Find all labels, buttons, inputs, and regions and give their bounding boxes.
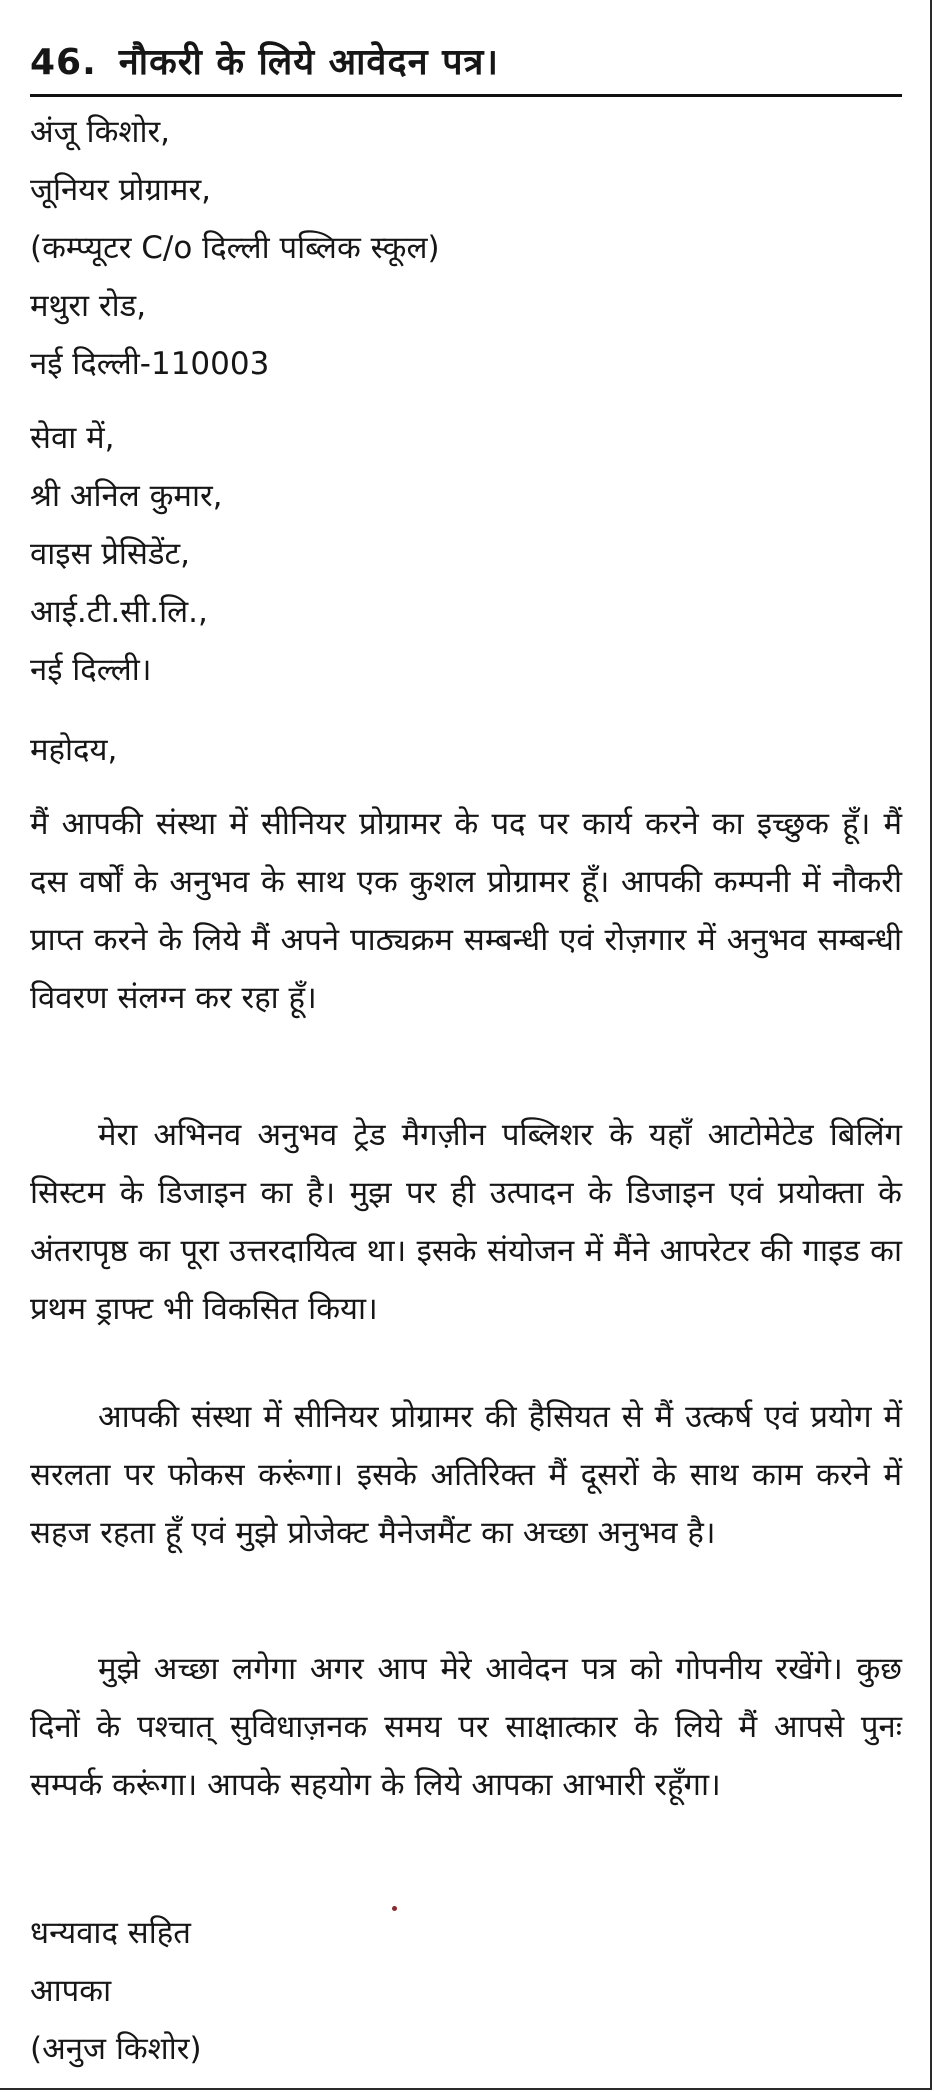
heading-title: नौकरी के लिये आवेदन पत्र। bbox=[118, 42, 500, 83]
recipient-designation: वाइस प्रेसिडेंट, bbox=[30, 536, 190, 572]
sender-name: अंजू किशोर, bbox=[30, 114, 171, 150]
sender-street: मथुरा रोड, bbox=[30, 288, 147, 324]
recipient-salutation: सेवा में, bbox=[30, 420, 115, 456]
body-paragraph-1: मैं आपकी संस्था में सीनियर प्रोग्रामर के पद पर कार्य करने का इच्छुक हूँ। मैं दस वर्षों के अनुभव के साथ एक कुशल प्रोग्रामर हूँ। आपकी कम्पनी में नौकरी प्राप्त करने के लिये मैं अपने पाठ्यक्रम सम्बन्धी एवं रोज़गार में अनुभव सम्बन्धी विवरण संलग्न कर रहा हूँ। bbox=[30, 806, 902, 1016]
heading-underline bbox=[30, 94, 902, 97]
heading-number: 46. bbox=[30, 42, 97, 83]
body-paragraph-2: मेरा अभिनव अनुभव ट्रेड मैगज़ीन पब्लिशर के यहाँ आटोमेटेड बिलिंग सिस्टम के डिजाइन का है। मुझ पर ही उत्पादन के डिजाइन एवं प्रयोक्ता के अंतरापृष्ठ का पूरा उत्तरदायित्व था। इसके संयोजन में मैंने आपरेटर की गाइड का प्रथम ड्राफ्ट भी विकसित किया। bbox=[30, 1117, 902, 1327]
closing-yours: आपका bbox=[30, 1973, 112, 2009]
sender-organization: (कम्प्यूटर C/o दिल्ली पब्लिक स्कूल) bbox=[30, 230, 440, 266]
ink-speck bbox=[392, 1906, 397, 1911]
closing-thanks: धन्यवाद सहित bbox=[30, 1915, 191, 1951]
letter-heading bbox=[30, 36, 499, 85]
sender-designation: जूनियर प्रोग्रामर, bbox=[30, 172, 212, 208]
greeting: महोदय, bbox=[30, 732, 118, 768]
body-paragraph-3: आपकी संस्था में सीनियर प्रोग्रामर की हैसियत से मैं उत्कर्ष एवं प्रयोग में सरलता पर फोकस करूंगा। इसके अतिरिक्त मैं दूसरों के साथ काम करने में सहज रहता हूँ एवं मुझे प्रोजेक्ट मैनेजमैंट का अच्छा अनुभव है। bbox=[30, 1399, 902, 1551]
recipient-name: श्री अनिल कुमार, bbox=[30, 478, 223, 514]
recipient-city: नई दिल्ली। bbox=[30, 652, 152, 688]
sender-city: नई दिल्ली-110003 bbox=[30, 346, 270, 382]
closing-signature: (अनुज किशोर) bbox=[30, 2031, 202, 2067]
recipient-company: आई.टी.सी.लि., bbox=[30, 594, 208, 630]
body-paragraph-4: मुझे अच्छा लगेगा अगर आप मेरे आवेदन पत्र को गोपनीय रखेंगे। कुछ दिनों के पश्चात् सुविधाज़नक समय पर साक्षात्कार के लिये मैं आपसे पुनः सम्पर्क करूंगा। आपके सहयोग के लिये आपका आभारी रहूँगा। bbox=[30, 1651, 902, 1803]
